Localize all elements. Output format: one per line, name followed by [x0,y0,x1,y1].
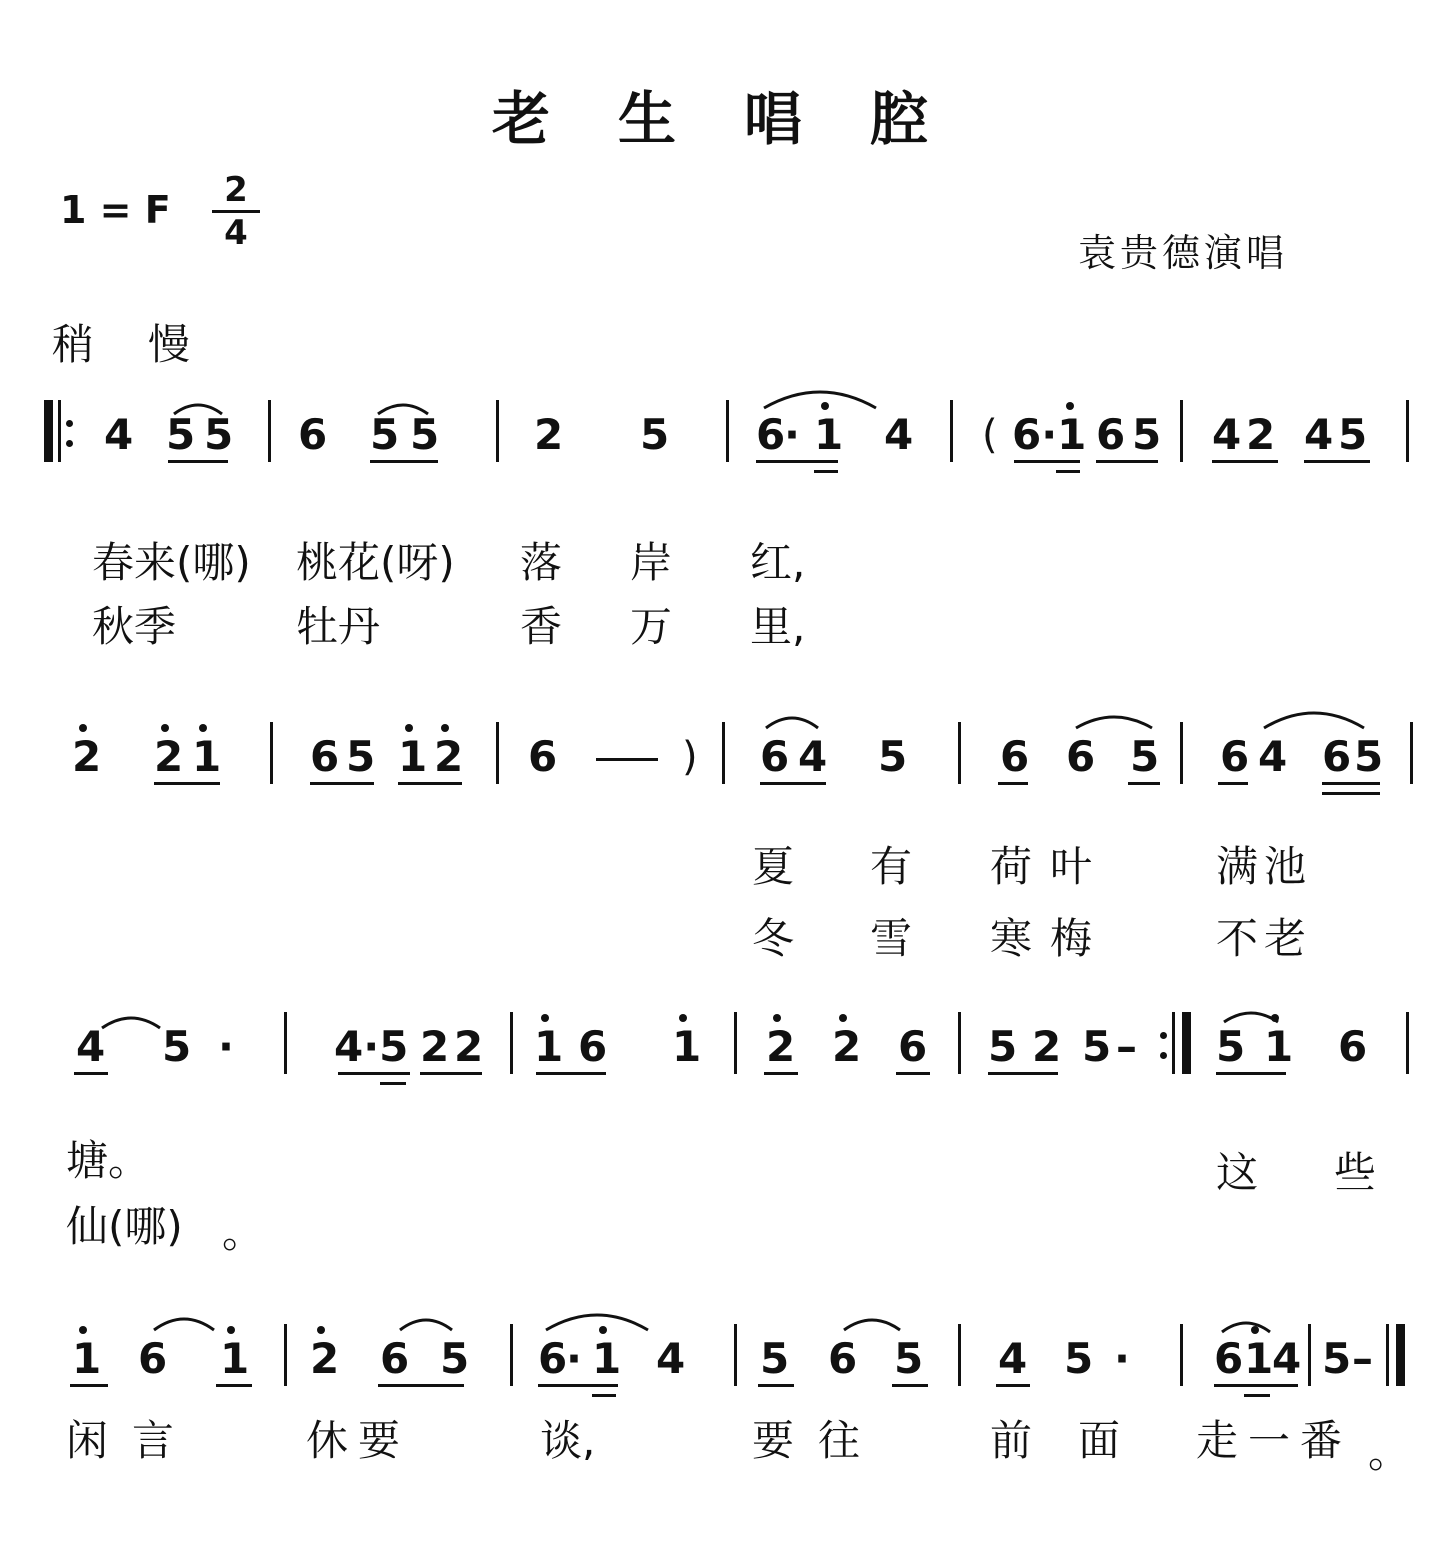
note: 2 [310,1334,340,1383]
note: 1 [672,1022,702,1071]
barline [1180,722,1183,784]
underline [1304,460,1370,463]
slur [152,1314,216,1332]
underline [1096,460,1158,463]
dot-mark: · [218,1022,234,1071]
underline [896,1072,930,1075]
note: 5 [640,410,670,459]
note: 6 [138,1334,168,1383]
lyric-word: 雪 [870,914,913,963]
underline [1218,782,1248,785]
note: 4 [998,1334,1028,1383]
barline [1410,722,1413,784]
lyric-word: 秋季 [92,602,177,651]
underline [398,782,462,785]
underline [168,460,228,463]
dot-mark: · [784,410,800,459]
note: 6 [380,1334,410,1383]
underline [1322,782,1380,785]
note: 5 [1130,732,1160,781]
note: 6·1 [1012,410,1087,459]
high-octave-dot [541,1014,549,1022]
underline [892,1384,928,1387]
lyric-word: 满池 [1216,842,1313,891]
barline [950,400,953,462]
lyric-word: 落 [520,538,563,587]
lyric-word: 闲言 [66,1416,199,1465]
note: 6 [1220,732,1250,781]
time-denominator: 4 [224,213,248,253]
lyric-word: 荷叶 [990,842,1111,891]
note: 2 [1246,410,1276,459]
slur [1262,708,1366,730]
underline [758,1384,794,1387]
barline [958,1012,961,1074]
note: 2 [1032,1022,1062,1071]
note: 6 [1214,1334,1244,1383]
dot-mark: · [566,1334,582,1383]
high-octave-dot [1066,402,1074,410]
lyric-word: 香 [520,602,563,651]
barline [1180,400,1183,462]
note: 1 [814,410,844,459]
note: 6 [1338,1022,1368,1071]
note: 5 [1216,1022,1246,1071]
lyric-word: 牡丹 [296,602,381,651]
note: 5 [162,1022,192,1071]
high-octave-dot [199,724,207,732]
underline [536,1072,606,1075]
barline [496,400,499,462]
barline [722,722,725,784]
double-underline [1322,792,1380,795]
underline [420,1072,482,1075]
note: 2 [72,732,102,781]
barline [284,1324,287,1386]
barline [1180,1324,1183,1386]
hold-dash: – [1116,1022,1137,1071]
slur [376,400,430,416]
slur [1220,1318,1272,1334]
underline [1212,460,1278,463]
barline [496,722,499,784]
lyric-punctuation: 。 [222,1208,265,1257]
note: 4 [1272,1334,1302,1383]
slur [764,712,820,730]
note: 6 [1000,732,1030,781]
note: 1 [192,732,222,781]
note: 5 [204,410,234,459]
underline [370,460,438,463]
lyric-word: 不老 [1216,914,1313,963]
time-signature [212,172,260,251]
underline [988,1072,1058,1075]
final-thin-bar [1386,1324,1389,1386]
underline [1014,460,1080,463]
lyric-word: 休要 [306,1416,411,1465]
note: 5 [1082,1022,1112,1071]
note: 1 [72,1334,102,1383]
underline [760,782,826,785]
high-octave-dot [161,724,169,732]
underline [338,1072,410,1075]
slur [172,400,224,416]
high-octave-dot [405,724,413,732]
note: 5 [1132,410,1162,459]
high-octave-dot [773,1014,781,1022]
notation-system-3 [0,1022,1453,1116]
lyric-word: 冬 [752,914,795,963]
underline [216,1384,252,1387]
notation-system-4 [0,1334,1453,1428]
repeat-dot [1160,1052,1167,1059]
repeat-start-thick-bar [44,400,53,462]
note: 5 [440,1334,470,1383]
lyric-word: 红, [750,538,806,587]
underline [1214,1384,1298,1387]
note: 5 [760,1334,790,1383]
note: 6 [898,1022,928,1071]
note: 6 [760,732,790,781]
lyric-word: 寒梅 [990,914,1111,963]
performer-credit: 袁贵德演唱 [1078,231,1289,275]
underline [70,1384,108,1387]
note: 4 [1258,732,1288,781]
note: 2 [766,1022,796,1071]
underline [1216,1072,1286,1075]
note: 6 [1066,732,1096,781]
note: 4 [656,1334,686,1383]
note: 5 [370,410,400,459]
lyric-word: 这 [1216,1148,1259,1197]
high-octave-dot [79,1326,87,1334]
barline [958,1324,961,1386]
underline [310,782,374,785]
high-octave-dot [839,1014,847,1022]
underline [998,782,1028,785]
double-underline [1056,470,1080,473]
note: 1 [398,732,428,781]
lyric-word: 些 [1334,1148,1377,1197]
note: 2 [420,1022,450,1071]
underline [154,782,220,785]
lyric-word: 塘。 [66,1136,151,1185]
close-parenthesis: ) [682,734,698,780]
underline [764,1072,798,1075]
note: 5 [1322,1334,1352,1383]
barline [510,1012,513,1074]
underline [1128,782,1160,785]
double-underline [814,470,838,473]
note: 6 [828,1334,858,1383]
note: 1 [1264,1022,1294,1071]
high-octave-dot [79,724,87,732]
repeat-end-thick-bar [1182,1012,1191,1074]
note: 6 [756,410,786,459]
repeat-dot [1160,1032,1167,1039]
double-underline [592,1394,616,1397]
repeat-start-thin-bar [58,400,61,462]
barline [1406,400,1409,462]
slur [1222,1008,1280,1024]
tempo-marking: 稍慢 [52,320,245,369]
high-octave-dot [227,1326,235,1334]
open-parenthesis: ( [982,412,998,458]
barline [284,1012,287,1074]
note: 2 [534,410,564,459]
lyric-word: 谈, [540,1416,596,1465]
time-numerator: 2 [224,170,248,210]
underline [378,1384,464,1387]
note: 5 [410,410,440,459]
note: 4 [76,1022,106,1071]
slur [842,1314,902,1332]
note: 1 [1244,1334,1274,1383]
note: 1 [534,1022,564,1071]
key-signature: 1 = F [60,188,171,232]
lyric-word: 有 [870,842,913,891]
song-title: 老生唱腔 [492,85,997,153]
note: 5 [894,1334,924,1383]
underline [756,460,838,463]
note: 2 [454,1022,484,1071]
note: 6 [538,1334,568,1383]
note: 6 [528,732,558,781]
slur [1074,712,1154,730]
note: 4 [884,410,914,459]
high-octave-dot [441,724,449,732]
lyric-word: 岸 [630,538,673,587]
lyric-word: 走一番 [1196,1416,1353,1465]
barline [734,1012,737,1074]
note: 1 [220,1334,250,1383]
note: 5 [1354,732,1384,781]
lyric-word: 要往 [752,1416,885,1465]
slur [398,1314,454,1332]
note: 5 [166,410,196,459]
repeat-dot [66,440,73,447]
note: 6 [1096,410,1126,459]
barline [734,1324,737,1386]
double-underline [1244,1394,1270,1397]
slur [100,1012,162,1030]
lyric-word: 春来(哪) [92,538,251,587]
note: 5 [988,1022,1018,1071]
notation-system-2 [0,732,1453,826]
lyric-word: 万 [630,602,673,651]
note: 4·5 [334,1022,409,1071]
note: 4 [1212,410,1242,459]
note: 2 [434,732,464,781]
note: 4 [104,410,134,459]
lyric-word: 前面 [990,1416,1167,1465]
notation-system-1 [0,410,1453,504]
note: 6 [1322,732,1352,781]
repeat-end-thin-bar [1172,1012,1175,1074]
barline [958,722,961,784]
lyric-punctuation: 。 [1368,1428,1411,1477]
hold-dash [596,758,658,761]
note: 6 [310,732,340,781]
double-underline [380,1082,406,1085]
barline [726,400,729,462]
note: 2 [154,732,184,781]
lyric-word: 桃花(呀) [296,538,455,587]
barline [268,400,271,462]
note: 5 [1064,1334,1094,1383]
underline [538,1384,618,1387]
note: 5 [878,732,908,781]
barline [270,722,273,784]
note: 1 [592,1334,622,1383]
note: 4 [1304,410,1334,459]
dot-mark: · [1114,1334,1130,1383]
barline [1308,1324,1311,1386]
lyric-word: 里, [750,602,806,651]
barline [1406,1012,1409,1074]
high-octave-dot [679,1014,687,1022]
repeat-dot [66,420,73,427]
lyric-word: 仙(哪) [66,1202,183,1251]
note: 6 [578,1022,608,1071]
high-octave-dot [317,1326,325,1334]
hold-dash: – [1352,1334,1373,1383]
note: 5 [1338,410,1368,459]
barline [510,1324,513,1386]
note: 4 [798,732,828,781]
underline [996,1384,1030,1387]
final-thick-bar [1396,1324,1405,1386]
note: 6 [298,410,328,459]
note: 2 [832,1022,862,1071]
note: 5 [346,732,376,781]
lyric-word: 夏 [752,842,795,891]
underline [74,1072,108,1075]
slur [762,388,878,410]
slur [544,1310,650,1332]
